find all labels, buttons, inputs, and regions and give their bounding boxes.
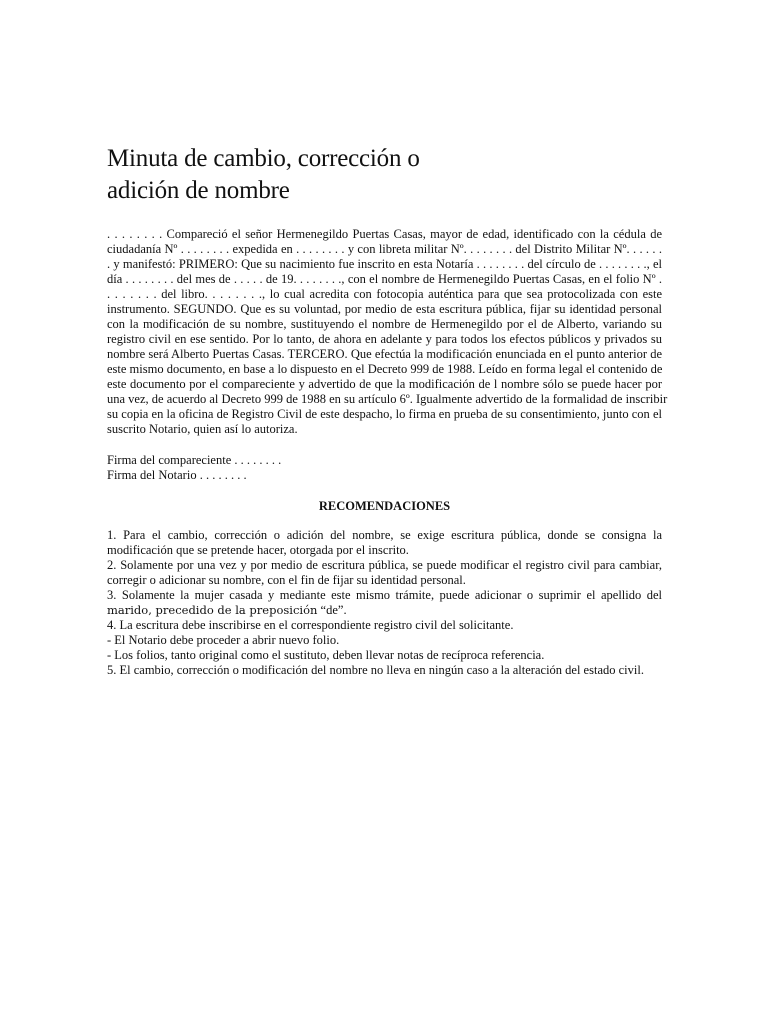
recommendations-list bbox=[107, 528, 662, 678]
title-line-2: adición de nombre bbox=[107, 177, 290, 204]
body-line: este documento por el compareciente y advertido de que la modificación de l nombre sólo se puede hacer por bbox=[107, 377, 662, 391]
recommendation-item bbox=[107, 618, 662, 633]
signature-notario: Firma del Notario . . . . . . . . bbox=[107, 468, 247, 482]
body-line: . . . . . . . . Compareció el señor Hermenegildo Puertas Casas, mayor de edad, identificado con la cédula de bbox=[107, 227, 662, 241]
recommendation-line-part: “de”. bbox=[317, 603, 347, 617]
body-line: con la modificación de su nombre, sustituyendo el nombre de Hermenegildo por el de Alberto, variando su bbox=[107, 317, 662, 331]
body-line: su copia en la oficina de Registro Civil de este despacho, lo firma en prueba de su consentimiento, junto con el bbox=[107, 407, 662, 421]
recommendation-line: 5. El cambio, corrección o modificación del nombre no lleva en ningún caso a la alteración del estado civil. bbox=[107, 663, 644, 677]
document-page bbox=[107, 143, 668, 678]
recommendation-line: 3. Solamente la mujer casada y mediante este mismo trámite, puede adicionar o suprimir el apellido del bbox=[107, 588, 662, 602]
recommendation-line-part: marido, precedido de la preposición bbox=[107, 603, 318, 617]
signature-compareciente: Firma del compareciente . . . . . . . . bbox=[107, 453, 282, 467]
body-line: nombre será Alberto Puertas Casas. TERCERO. Que efectúa la modificación enunciada en el punto anterior de bbox=[107, 347, 662, 361]
recommendation-item bbox=[107, 558, 662, 588]
recommendation-line: 2. Solamente por una vez y por medio de escritura pública, se puede modificar el registro civil para cambiar, bbox=[107, 558, 662, 572]
body-paragraph bbox=[107, 227, 668, 437]
recommendation-line: modificación que se pretende hacer, otorgada por el inscrito. bbox=[107, 543, 409, 557]
recommendation-line: corregir o adicionar su nombre, con el fin de fijar su identidad personal. bbox=[107, 573, 466, 587]
recommendation-line: 1. Para el cambio, corrección o adición del nombre, se exige escritura pública, donde se consigna la bbox=[107, 528, 662, 542]
recommendation-item bbox=[107, 663, 662, 678]
document-title bbox=[107, 143, 662, 207]
recommendation-line: - Los folios, tanto original como el sustituto, deben llevar notas de recíproca referencia. bbox=[107, 648, 545, 662]
body-line: . . . . . . . del libro. . . . . . . ., lo cual acredita con fotocopia auténtica para que sea protocolizada con este bbox=[107, 287, 662, 301]
recommendation-line: - El Notario debe proceder a abrir nuevo folio. bbox=[107, 633, 340, 647]
signatures-block bbox=[107, 453, 662, 483]
recommendation-item bbox=[107, 648, 662, 663]
recommendation-item bbox=[107, 588, 662, 618]
body-line: . y manifestó: PRIMERO: Que su nacimiento fue inscrito en esta Notaría . . . . . . . . del círculo de . . . . . . . ., el bbox=[107, 257, 662, 271]
recommendation-line-mixed bbox=[107, 603, 662, 618]
recommendation-line: 4. La escritura debe inscribirse en el correspondiente registro civil del solicitante. bbox=[107, 618, 514, 632]
recommendation-item bbox=[107, 528, 662, 558]
body-line: instrumento. SEGUNDO. Que es su voluntad, por medio de esta escritura pública, fijar su identidad personal bbox=[107, 302, 662, 316]
title-line-1: Minuta de cambio, corrección o bbox=[107, 145, 420, 172]
body-line: una vez, de acuerdo al Decreto 999 de 1988 en su artículo 6º. Igualmente advertido de la formalidad de inscribir bbox=[107, 392, 668, 406]
recommendation-item bbox=[107, 633, 662, 648]
body-line: día . . . . . . . . del mes de . . . . . de 19. . . . . . . ., con el nombre de Hermenegildo Puertas Casas, en el folio Nº . bbox=[107, 272, 662, 286]
body-line: ciudadanía Nº . . . . . . . . expedida en . . . . . . . . y con libreta militar Nº. . . . . . . . del Distrito Militar Nº. . . . . . bbox=[107, 242, 662, 256]
recommendations-heading: RECOMENDACIONES bbox=[318, 499, 451, 513]
body-line: este mismo documento, en base a lo dispuesto en el Decreto 999 de 1988. Leído en forma legal el contenido de bbox=[107, 362, 663, 376]
body-line: registro civil en ese sentido. Por lo tanto, de ahora en adelante y para todos los efectos públicos y privados su bbox=[107, 332, 662, 346]
body-line: suscrito Notario, quien así lo autoriza. bbox=[107, 422, 298, 436]
